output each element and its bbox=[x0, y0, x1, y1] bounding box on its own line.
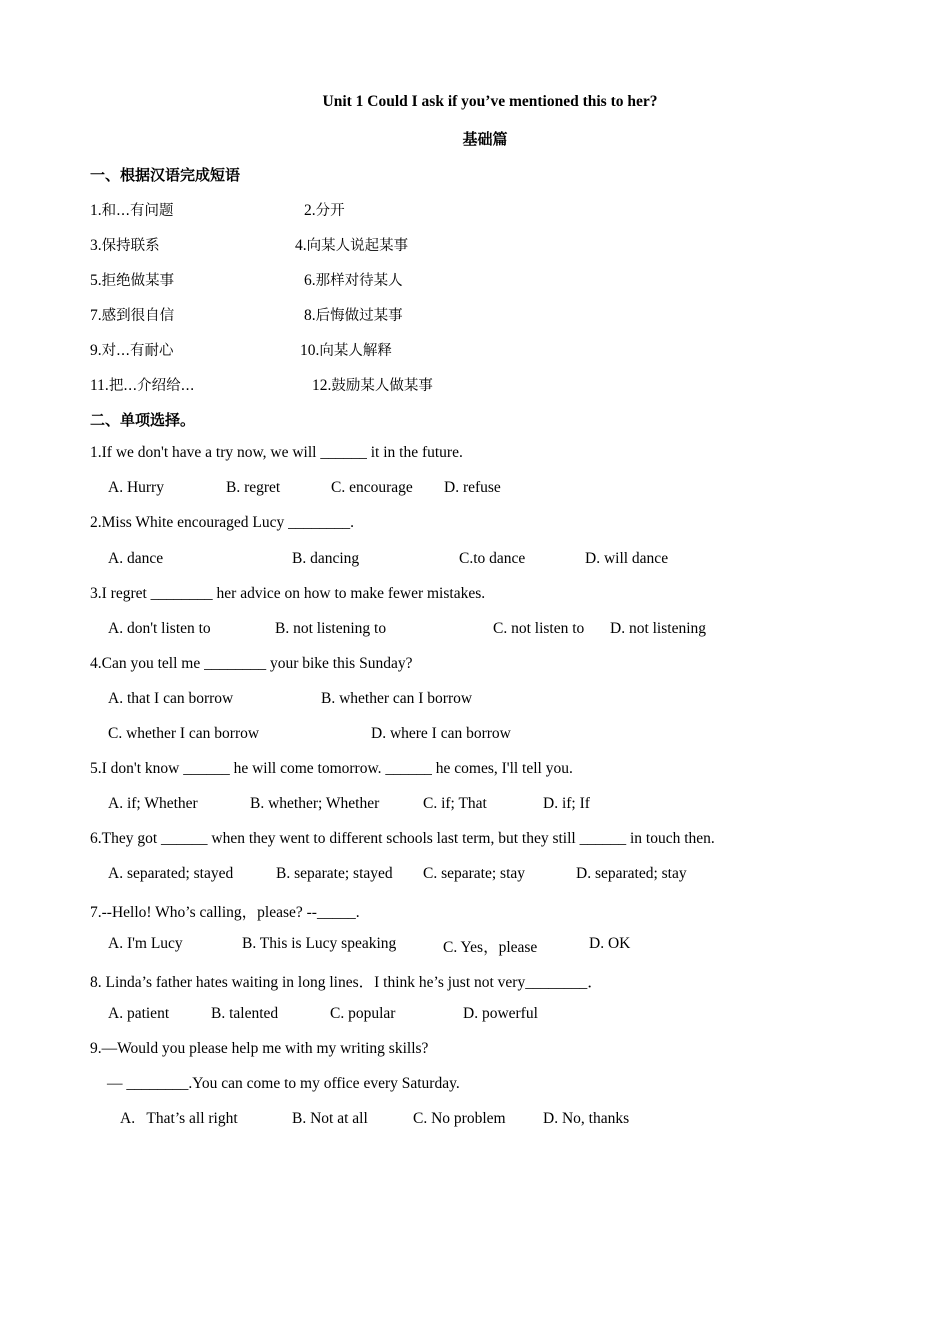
phrase-text: 向某人说起某事 bbox=[306, 238, 409, 254]
phrase-number: 6. bbox=[304, 272, 316, 289]
phrase-text: 和...有问题 bbox=[101, 203, 174, 219]
phrase-text: 向某人解释 bbox=[319, 343, 392, 359]
phrase-number: 11. bbox=[90, 377, 109, 394]
option-b: B. This is Lucy speaking bbox=[242, 935, 397, 952]
page-subtitle: 基础篇 bbox=[462, 130, 508, 148]
phrase-number: 1. bbox=[90, 202, 102, 219]
question-stem: 9.—Would you please help me with my writing skills? bbox=[90, 1040, 429, 1057]
phrase-item bbox=[300, 339, 392, 360]
phrase-number: 5. bbox=[90, 272, 102, 289]
phrase-number: 8. bbox=[304, 307, 316, 324]
question-stem: 5.I don't know ______ he will come tomorrow. ______ he comes, I'll tell you. bbox=[90, 760, 573, 777]
question-stem-response: — ________.You can come to my office every Saturday. bbox=[107, 1075, 460, 1092]
option-d: D. if; If bbox=[543, 795, 590, 812]
phrase-item bbox=[312, 374, 433, 395]
option-a: A. if; Whether bbox=[108, 795, 198, 812]
phrase-item bbox=[304, 304, 403, 325]
option-c: C.to dance bbox=[459, 550, 526, 567]
phrase-item bbox=[304, 269, 403, 290]
option-b: B. separate; stayed bbox=[276, 865, 393, 882]
option-c: C. Yes，please bbox=[443, 939, 538, 956]
phrase-item bbox=[90, 269, 174, 290]
phrase-number: 2. bbox=[304, 202, 316, 219]
phrase-number: 4. bbox=[295, 237, 307, 254]
phrase-item bbox=[90, 339, 173, 360]
option-d: D. OK bbox=[589, 935, 631, 952]
phrase-number: 7. bbox=[90, 307, 102, 324]
option-a: A. Hurry bbox=[108, 479, 164, 496]
phrase-text: 把...介绍给... bbox=[108, 378, 195, 394]
option-d: D. powerful bbox=[463, 1005, 538, 1022]
phrase-text: 鼓励某人做某事 bbox=[331, 378, 433, 394]
option-b: B. not listening to bbox=[275, 620, 387, 637]
phrase-text: 拒绝做某事 bbox=[101, 273, 175, 289]
option-c: C. popular bbox=[330, 1005, 396, 1022]
phrase-text: 分开 bbox=[315, 203, 345, 219]
option-d: D. not listening bbox=[610, 620, 707, 637]
section2-heading: 二、单项选择。 bbox=[90, 411, 196, 429]
option-a: A. That’s all right bbox=[120, 1110, 238, 1127]
phrase-number: 12. bbox=[312, 377, 332, 394]
phrase-item bbox=[304, 199, 345, 220]
option-c: C. if; That bbox=[423, 795, 487, 812]
option-d: D. where I can borrow bbox=[371, 725, 511, 742]
option-a: A. that I can borrow bbox=[108, 690, 234, 707]
option-d: D. No, thanks bbox=[543, 1110, 630, 1127]
option-b: B. whether can I borrow bbox=[321, 690, 473, 707]
question-stem: 4.Can you tell me ________ your bike this Sunday? bbox=[90, 655, 413, 672]
page-title: Unit 1 Could I ask if you’ve mentioned this to her? bbox=[322, 93, 658, 110]
option-d: D. refuse bbox=[444, 479, 501, 496]
phrase-text: 那样对待某人 bbox=[315, 273, 403, 289]
option-c: C. No problem bbox=[413, 1110, 506, 1127]
section1-heading: 一、根据汉语完成短语 bbox=[90, 166, 241, 184]
option-b: B. Not at all bbox=[292, 1110, 368, 1127]
phrase-text: 感到很自信 bbox=[101, 308, 175, 324]
question-stem: 1.If we don't have a try now, we will ______ it in the future. bbox=[90, 444, 463, 461]
phrase-item bbox=[90, 199, 173, 220]
phrase-item bbox=[90, 374, 194, 395]
phrase-text: 对...有耐心 bbox=[101, 343, 174, 359]
question-stem: 3.I regret ________ her advice on how to make fewer mistakes. bbox=[90, 585, 486, 602]
option-c: C. separate; stay bbox=[423, 865, 526, 882]
question-stem: 6.They got ______ when they went to different schools last term, but they still ______ in touch then. bbox=[90, 830, 715, 847]
option-d: D. separated; stay bbox=[576, 865, 687, 882]
phrase-item bbox=[295, 234, 408, 255]
phrase-text: 保持联系 bbox=[101, 238, 160, 254]
option-d: D. will dance bbox=[585, 550, 669, 567]
phrase-text: 后悔做过某事 bbox=[315, 308, 403, 324]
option-a: A. patient bbox=[108, 1005, 170, 1022]
phrase-number: 3. bbox=[90, 237, 102, 254]
option-b: B. regret bbox=[226, 479, 281, 496]
question-stem: 2.Miss White encouraged Lucy ________. bbox=[90, 514, 355, 531]
option-a: A. don't listen to bbox=[108, 620, 211, 637]
phrase-item bbox=[90, 304, 174, 325]
option-b: B. talented bbox=[211, 1005, 279, 1022]
option-a: A. dance bbox=[108, 550, 164, 567]
option-a: A. I'm Lucy bbox=[108, 935, 183, 952]
phrase-item bbox=[90, 234, 160, 255]
question-stem: 8. Linda’s father hates waiting in long lines．I think he’s just not very________． bbox=[90, 974, 603, 991]
option-a: A. separated; stayed bbox=[108, 865, 234, 882]
option-b: B. dancing bbox=[292, 550, 360, 567]
phrase-number: 9. bbox=[90, 342, 102, 359]
option-c: C. not listen to bbox=[493, 620, 585, 637]
option-c: C. whether I can borrow bbox=[108, 725, 260, 742]
phrase-number: 10. bbox=[300, 342, 320, 359]
option-b: B. whether; Whether bbox=[250, 795, 380, 812]
option-c: C. encourage bbox=[331, 479, 413, 496]
question-stem: 7.--Hello! Who’s calling，please? --_____. bbox=[90, 904, 360, 921]
